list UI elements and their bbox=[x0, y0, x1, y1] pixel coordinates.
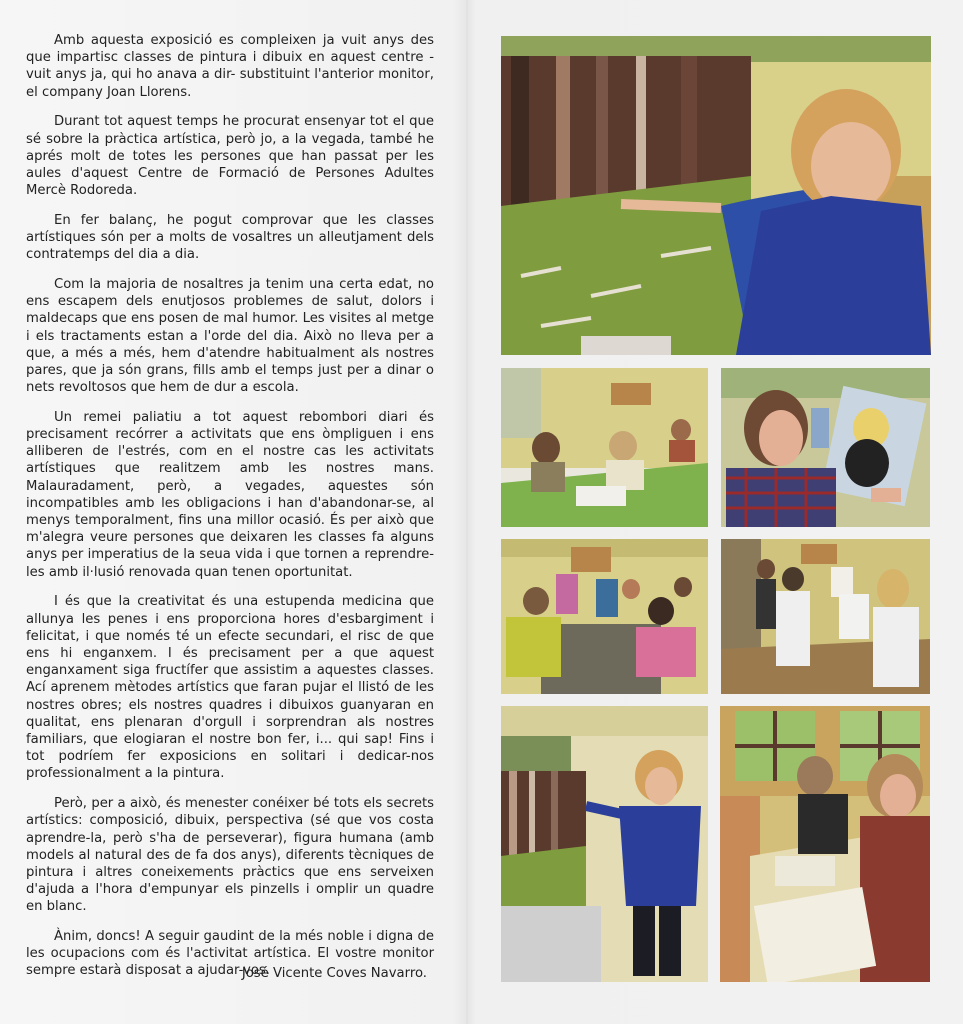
paragraph-2: Durant tot aquest temps he procurat ensenyar tot el que sé sobre la pràctica artística, però jo, a la vegada, també he aprés molt de totes les persones que han passat per les aules d'aquest Centre de Formació de Persones Adultes Mercè Rodoreda. bbox=[26, 114, 434, 199]
paragraph-4: Com la majoria de nosaltres ja tenim una certa edat, no ens escapem dels enutjosos problemes de salut, dolors i maldecaps que ens posen de mal humor. Les visites al metge i els tractaments estan a l'orde del dia. Això no lleva per a que, a més a més, hem d'atendre habitualment als nostres pares, que ja són grans, fills amb el temps just per a dinar o nets revoltosos que hem de dur a escola. bbox=[26, 276, 434, 396]
paragraph-1: Amb aquesta exposició es compleixen ja vuit anys des que impartisc classes de pintura i dibuix en aquest centre -vuit anys ja, qui ho anava a dir- substituint l'anterior monitor, el company Joan Llorens. bbox=[26, 33, 434, 100]
paragraph-3: En fer balanç, he pogut comprovar que les classes artístiques són per a molts de vosaltres un alleutjament dels contratemps del dia a dia. bbox=[26, 212, 434, 263]
paragraph-8: Ànim, doncs! A seguir gaudint de la més noble i digna de les ocupacions com és l'activitat artística. El vostre monitor sempre estarà disposat a ajudar-vos. bbox=[26, 929, 434, 979]
photo-portrait-painting bbox=[721, 368, 930, 527]
photo-painting-easel-full bbox=[501, 706, 708, 982]
page-fold bbox=[466, 0, 468, 1024]
photo-classroom-drawing bbox=[501, 368, 708, 527]
paragraph-6: I és que la creativitat és una estupenda medicina que allunya les penes i ens proporciona hores d'esbargiment i felicitat, i que només té un efecte secundari, el risc de que ens hi enganxem. I és precisament per a que aquest enganxament siga fructífer que assistim a aquestes classes. Ací aprenem mètodes artístics que faran pujar el llistó de les nostres obres; els nostres quadres i dibuixos guanyaran en qualitat, ens plenaran d'orgull i sorprendran als nostres familiars, que elogiaran el nostre bon fer, i... qui sap! Fins i tot podríem fer exposicions en solitari i dedicar-nos professionalment a la pintura. bbox=[26, 594, 434, 782]
photo-painting-easel-large bbox=[501, 36, 931, 355]
photo-easels-classroom bbox=[721, 539, 930, 694]
author-signature: José Vicente Coves Navarro. bbox=[241, 966, 427, 981]
article-text bbox=[26, 32, 434, 992]
paragraph-7: Però, per a això, és menester conéixer bé tots els secrets artístics: composició, dibuix, perspectiva (sé que vos costa aprendre-la, però s'ha de perseverar), figura humana (amb models al natural des de fa dos anys), diferents tècniques de pintura i altres coneixements pràctics que ens serveixen d'ajuda a l'hora d'empunyar els pinzells i omplir un quadre en blanc. bbox=[26, 796, 434, 915]
photo-drawing-by-window bbox=[720, 706, 930, 982]
photo-group-painting bbox=[501, 539, 708, 694]
paragraph-5: Un remei paliatiu a tot aquest rebombori diari és precisament recórrer a activitats que ens òmpliguen i ens alliberen de l'estrés, com en el nostre cas les activitats artístiques que realitzem amb les nostres mans. Malauradament, però, a vegades, aquestes són incompatibles amb les obligacions i han d'abandonar-se, al menys temporalment, fins una millor ocasió. És per això que m'alegra veure persones que deixaren les classes fa alguns anys per imperatius de la seua vida i que tornen a reprendre-les amb il·lusió renovada quan tenen oportunitat. bbox=[26, 409, 434, 580]
